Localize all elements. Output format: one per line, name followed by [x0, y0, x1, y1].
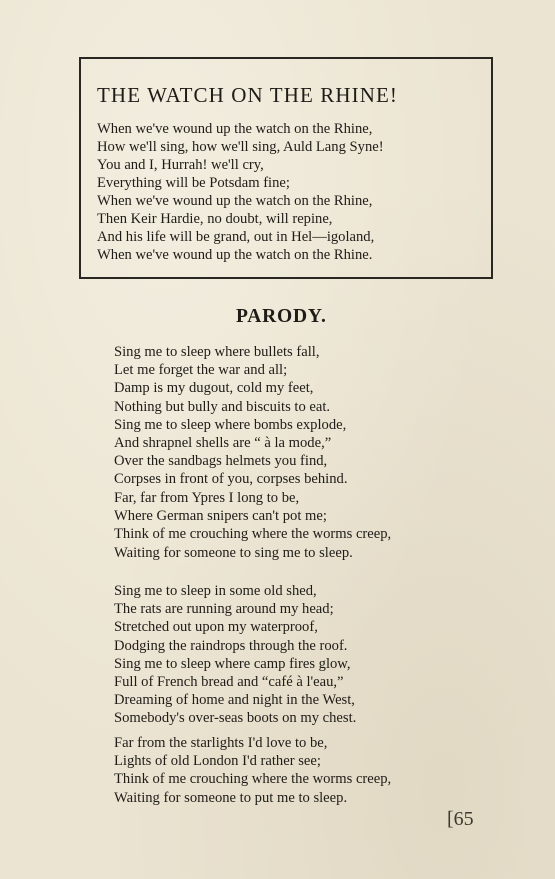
- verse-line: Dodging the raindrops through the roof.: [114, 637, 348, 654]
- poem-verse: [97, 120, 384, 264]
- verse-line: Far from the starlights I'd love to be,: [114, 735, 328, 751]
- poem-box: [79, 57, 493, 279]
- verse-line: You and I, Hurrah! we'll cry,: [97, 157, 264, 173]
- verse-line: Lights of old London I'd rather see;: [114, 753, 321, 770]
- verse-line: Full of French bread and “café à l'eau,”: [114, 674, 344, 691]
- verse-line: Stretched out upon my waterproof,: [114, 619, 318, 636]
- verse-line: Waiting for someone to sing me to sleep.: [114, 544, 353, 561]
- verse-line: The rats are running around my head;: [114, 601, 334, 618]
- verse-line: Everything will be Potsdam fine;: [97, 175, 290, 191]
- verse-line: When we've wound up the watch on the Rhine,: [97, 121, 373, 137]
- verse-line: Think of me crouching where the worms creep,: [114, 771, 392, 788]
- verse-line: Let me forget the war and all;: [114, 362, 288, 379]
- verse-line: And shrapnel shells are “ à la mode,”: [114, 435, 332, 452]
- stanza-2: [114, 489, 391, 562]
- stanza-3: [114, 582, 356, 728]
- verse-line: Think of me crouching where the worms creep,: [114, 526, 392, 543]
- verse-line: Nothing but bully and biscuits to eat.: [114, 398, 331, 415]
- verse-line: When we've wound up the watch on the Rhine,: [97, 193, 373, 209]
- verse-line: Where German snipers can't pot me;: [114, 508, 327, 525]
- verse-line: Damp is my dugout, cold my feet,: [114, 380, 314, 397]
- verse-line: Over the sandbags helmets you find,: [114, 453, 328, 470]
- verse-line: Dreaming of home and night in the West,: [114, 692, 355, 709]
- verse-line: Sing me to sleep where camp fires glow,: [114, 655, 351, 672]
- stanza-1: [114, 343, 347, 489]
- verse-line: Sing me to sleep in some old shed,: [114, 583, 317, 599]
- verse-line: Then Keir Hardie, no doubt, will repine,: [97, 211, 333, 227]
- verse-line: Somebody's over-seas boots on my chest.: [114, 710, 357, 727]
- verse-line: Sing me to sleep where bombs explode,: [114, 416, 347, 433]
- verse-line: Sing me to sleep where bullets fall,: [114, 344, 320, 360]
- verse-line: And his life will be grand, out in Hel—igoland,: [97, 229, 375, 245]
- page-number: [65: [447, 808, 474, 830]
- verse-line: Waiting for someone to put me to sleep.: [114, 789, 348, 806]
- stanza-4: [114, 734, 391, 807]
- verse-line: How we'll sing, how we'll sing, Auld Lang Syne!: [97, 139, 384, 155]
- poem-title: THE WATCH ON THE RHINE!: [97, 83, 398, 107]
- verse-line: Corpses in front of you, corpses behind.: [114, 471, 348, 488]
- parody-title: PARODY.: [236, 306, 327, 327]
- verse-line: When we've wound up the watch on the Rhine.: [97, 247, 373, 263]
- verse-line: Far, far from Ypres I long to be,: [114, 490, 300, 506]
